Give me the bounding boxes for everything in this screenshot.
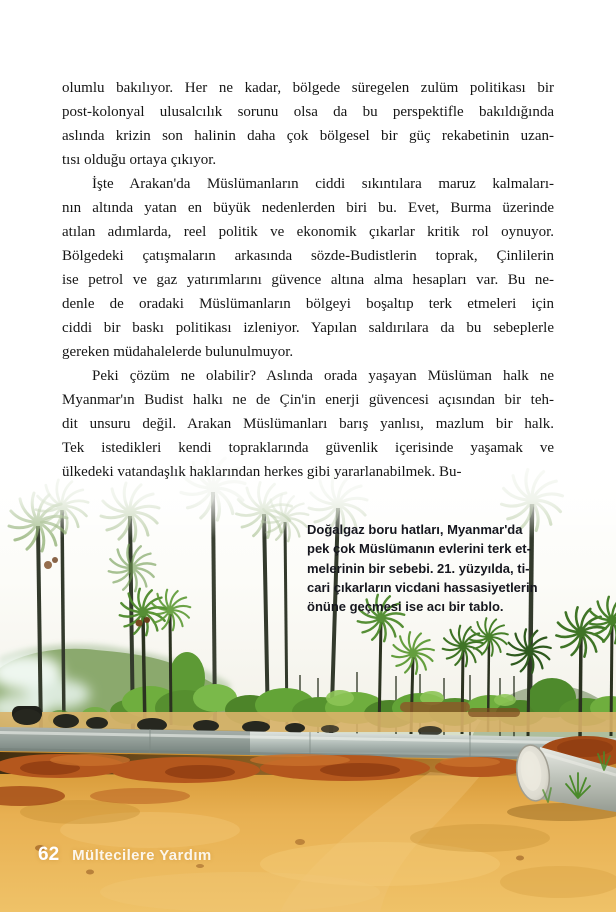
- body-line: ciddi bir baskı politikası izleniyor. Yapılan saldırılara da bu sebeplerle: [62, 320, 554, 336]
- body-text: [62, 76, 554, 484]
- body-line: Myanmar'ın Budist halkı ne de Çin'in enerji güvencesi açısından bir teh-: [62, 392, 554, 408]
- body-line: Bölgedeki çatışmaların arkasında sözde-Budistlerin toprak, Çinlilerin: [62, 248, 554, 264]
- photo-pipeline-palms: [0, 440, 616, 912]
- book-title: Mültecilere Yardım: [72, 847, 212, 864]
- body-line: Tek istedikleri kendi topraklarında güvenlik içerisinde yaşamak ve: [62, 440, 554, 456]
- photo-caption: Doğalgaz boru hatları, Myanmar'da pek çok Müslümanın evlerini terk et- melerinin bir sebebi. 21. yüzyılda, ti- cari çıkarların vicdani hassasiyetlerin önüne geçmesi ise acı bir tablo.: [307, 522, 538, 615]
- body-paragraph: [62, 76, 554, 172]
- page-footer: [38, 844, 212, 866]
- body-line: tısı olduğu ortaya çıkıyor.: [62, 152, 217, 168]
- body-line: ülkedeki vatandaşlık haklarından herkes gibi yararlanabilmek. Bu-: [62, 464, 462, 480]
- body-line: İşte Arakan'da Müslümanların ciddi sıkıntılara maruz kalmaları-: [92, 176, 554, 192]
- body-paragraph: [62, 364, 554, 484]
- body-line: dit unsuru değil. Arakan Müslümanları barış yanlısı, mazlum bir halk.: [62, 416, 554, 432]
- body-line: atılan adımlarda, reel politik ve ekonomik çıkarlar kritik rol oynuyor.: [62, 224, 554, 240]
- body-line: olumlu bakılıyor. Her ne kadar, bölgede süregelen zulüm politikası bir: [62, 80, 554, 96]
- body-paragraph: [62, 172, 554, 364]
- photo-illustration: [0, 440, 616, 912]
- body-line: post-kolonyal ulusalcılık sorunu olsa da bu perspektifle bakıldığında: [62, 104, 554, 120]
- body-line: Peki çözüm ne olabilir? Aslında orada yaşayan Müslüman halk ne: [92, 368, 554, 384]
- body-line: denle de oradaki Müslümanların bölgeyi boşaltıp terk etmeleri için: [62, 296, 554, 312]
- body-line: nın altında yatan en büyük nedenlerden biri bu. Evet, Burma üzerinde: [62, 200, 554, 216]
- page-number: 62: [38, 844, 60, 865]
- body-line: ise petrol ve gaz yatırımlarını güvence altına alma hesapları var. Bu ne-: [62, 272, 554, 288]
- body-line: gereken müdahalelerde bulunulmuyor.: [62, 344, 294, 360]
- body-line: aslında krizin son halinin daha çok bölgesel bir güç rekabetinin uzan-: [62, 128, 554, 144]
